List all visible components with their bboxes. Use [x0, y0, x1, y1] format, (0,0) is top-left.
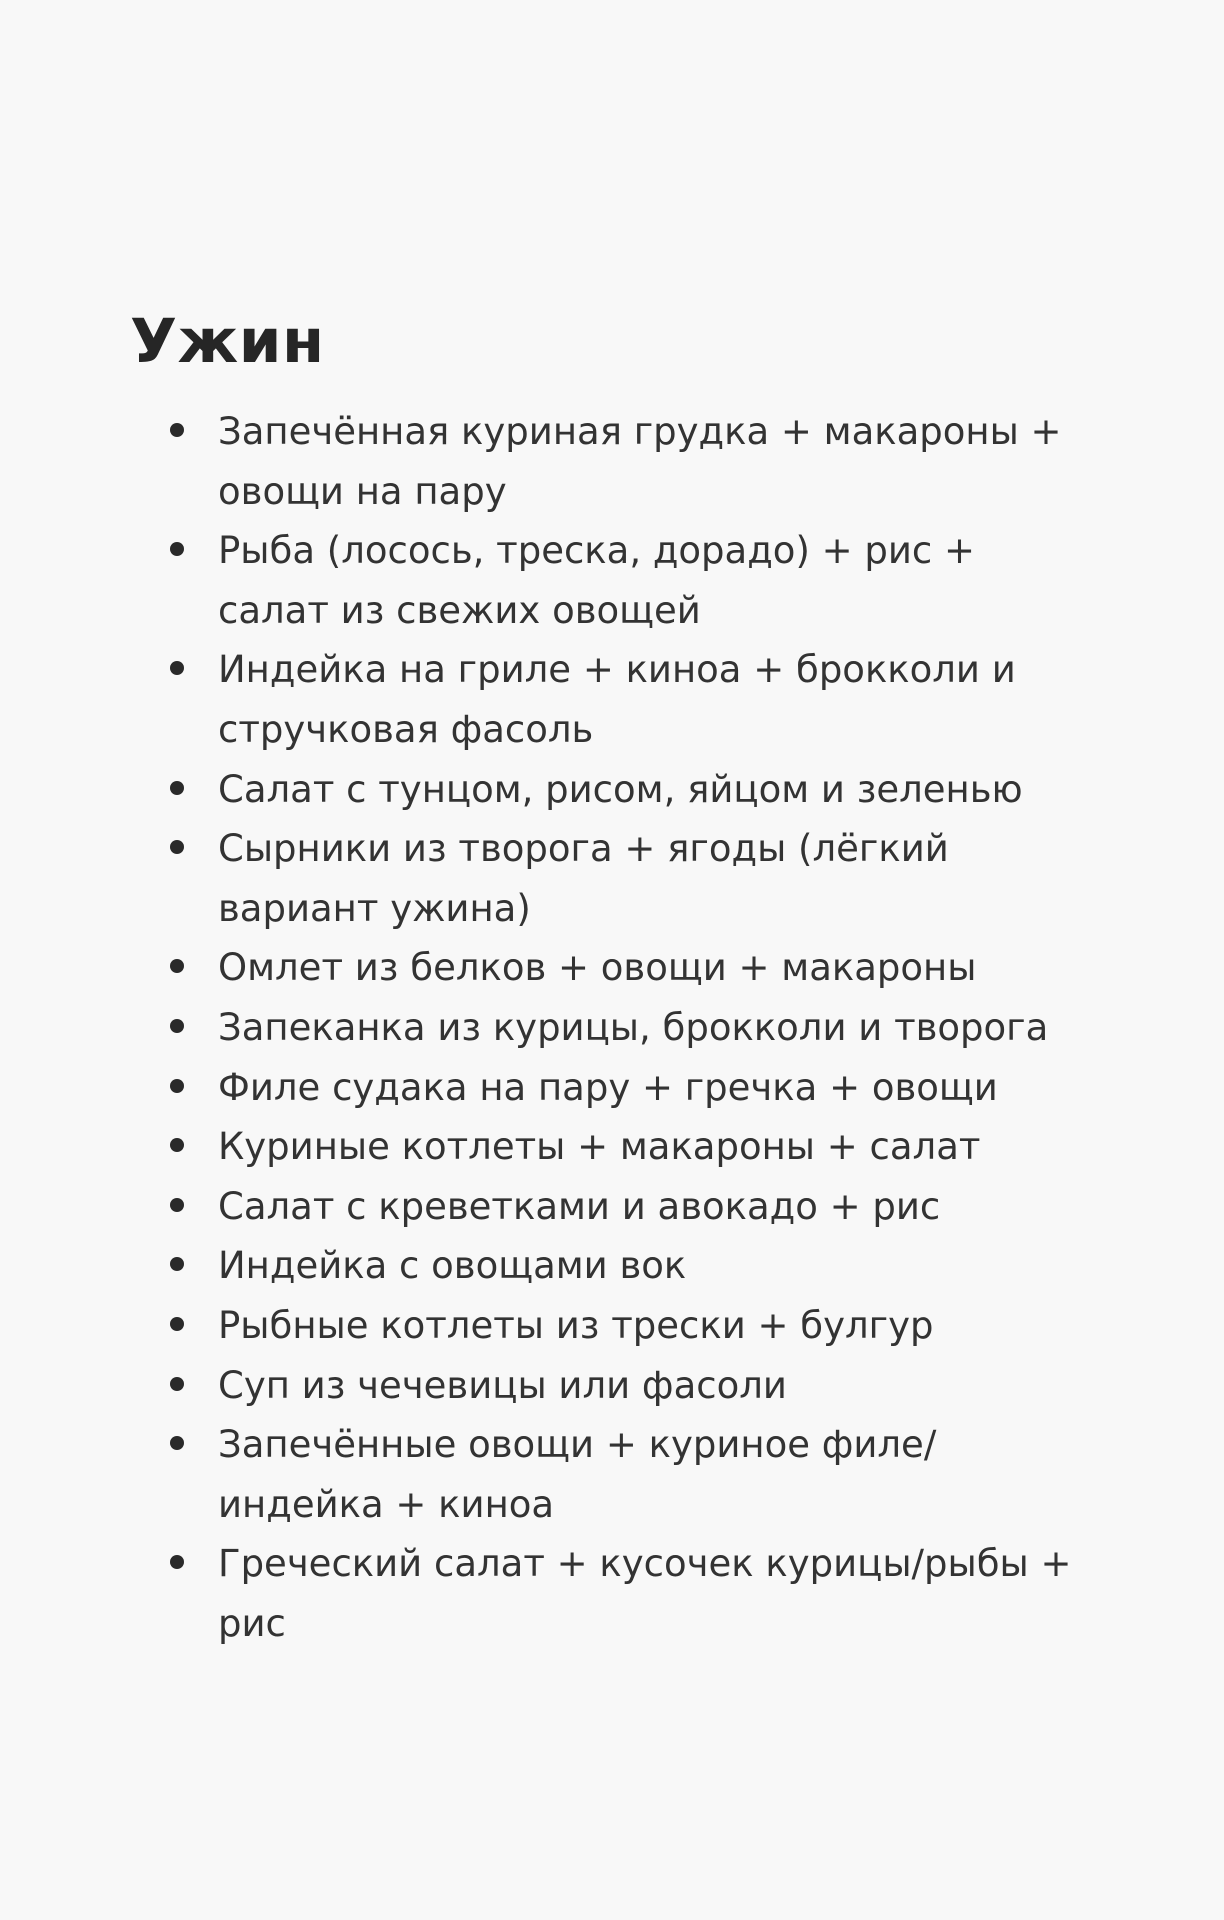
list-item	[160, 1058, 1100, 1118]
list-item	[160, 1236, 1100, 1296]
bullet-icon	[170, 661, 184, 675]
bullet-icon	[170, 959, 184, 973]
list-item	[160, 760, 1100, 820]
list-item	[160, 998, 1100, 1058]
bullet-icon	[170, 542, 184, 556]
list-item	[160, 1356, 1100, 1416]
bullet-icon	[170, 1138, 184, 1152]
bullet-icon	[170, 1019, 184, 1033]
bullet-icon	[170, 1257, 184, 1271]
page-title: Ужин	[130, 306, 325, 377]
list-item-text: Филе судака на пару + гречка + овощи	[218, 1065, 998, 1109]
list-item	[160, 640, 1100, 759]
list-item	[160, 938, 1100, 998]
bullet-icon	[170, 1436, 184, 1450]
bullet-icon	[170, 781, 184, 795]
list-item	[160, 1177, 1100, 1237]
list-item-text: Греческий салат + кусочек курицы/рыбы + рис	[218, 1542, 1072, 1645]
list-item-text: Запеканка из курицы, брокколи и творога	[218, 1005, 1049, 1049]
bullet-icon	[170, 1317, 184, 1331]
list-item-text: Сырники из творога + ягоды (лёгкий вариант ужина)	[218, 827, 949, 930]
list-item-text: Рыба (лосось, треска, дорадо) + рис + салат из свежих овощей	[218, 529, 976, 632]
list-item-text: Рыбные котлеты из трески + булгур	[218, 1303, 934, 1347]
list-item-text: Салат с креветками и авокадо + рис	[218, 1184, 941, 1228]
list-item	[160, 1415, 1100, 1534]
bullet-icon	[170, 1377, 184, 1391]
list-item-text: Суп из чечевицы или фасоли	[218, 1363, 787, 1407]
bullet-icon	[170, 1079, 184, 1093]
list-item	[160, 1534, 1100, 1653]
list-item	[160, 819, 1100, 938]
list-item-text: Запечённая куриная грудка + макароны + овощи на пару	[218, 410, 1062, 513]
list-item-text: Запечённые овощи + куриное филе/ индейка + киноа	[218, 1423, 937, 1526]
list-item-text: Индейка на гриле + киноа + брокколи и стручковая фасоль	[218, 648, 1016, 751]
dinner-list	[160, 402, 1100, 1653]
bullet-icon	[170, 1555, 184, 1569]
bullet-icon	[170, 840, 184, 854]
list-item-text: Омлет из белков + овощи + макароны	[218, 946, 977, 990]
list-item	[160, 521, 1100, 640]
list-item	[160, 402, 1100, 521]
list-item-text: Индейка с овощами вок	[218, 1244, 687, 1288]
list-item-text: Салат с тунцом, рисом, яйцом и зеленью	[218, 767, 1023, 811]
list-item-text: Куриные котлеты + макароны + салат	[218, 1125, 981, 1169]
list-item	[160, 1296, 1100, 1356]
bullet-icon	[170, 1198, 184, 1212]
bullet-icon	[170, 423, 184, 437]
list-item	[160, 1117, 1100, 1177]
